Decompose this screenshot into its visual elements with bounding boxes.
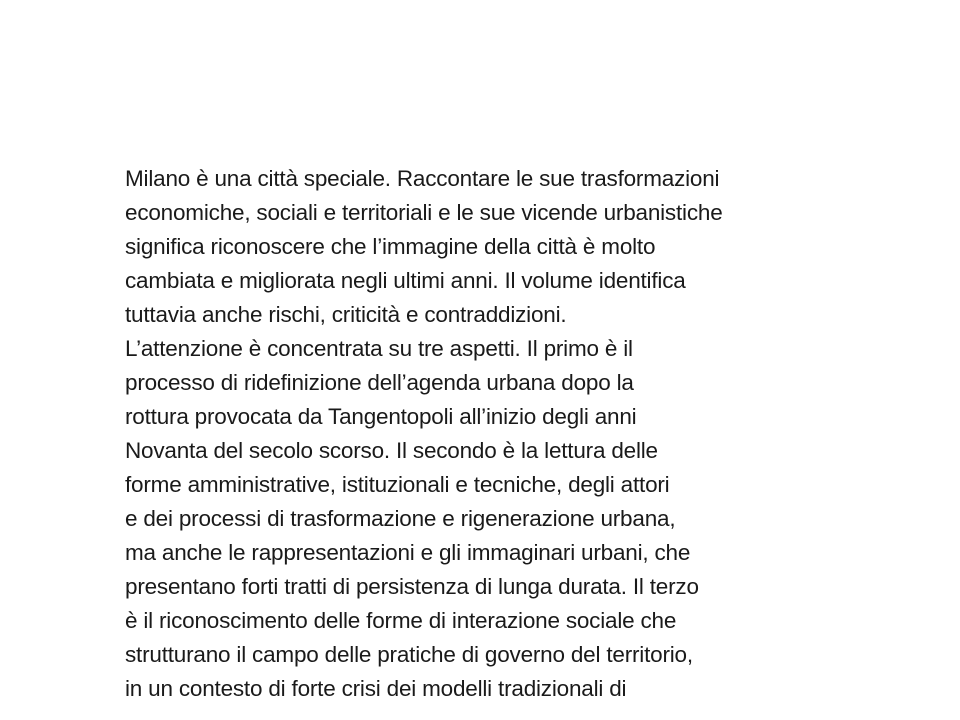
- text-line: significa riconoscere che l’immagine della città è molto: [125, 234, 656, 259]
- text-line: processo di ridefinizione dell’agenda urbana dopo la: [125, 370, 634, 395]
- text-line: e dei processi di trasformazione e rigenerazione urbana,: [125, 506, 676, 531]
- text-line: L’attenzione è concentrata su tre aspetti. Il primo è il: [125, 336, 633, 361]
- text-line: Milano è una città speciale. Raccontare le sue trasformazioni: [125, 166, 720, 191]
- text-line: strutturano il campo delle pratiche di governo del territorio,: [125, 642, 693, 667]
- text-line: Novanta del secolo scorso. Il secondo è la lettura delle: [125, 438, 658, 463]
- text-line: rottura provocata da Tangentopoli all’inizio degli anni: [125, 404, 637, 429]
- text-line: economiche, sociali e territoriali e le sue vicende urbanistiche: [125, 200, 723, 225]
- text-line: è il riconoscimento delle forme di interazione sociale che: [125, 608, 677, 633]
- text-line: cambiata e migliorata negli ultimi anni. Il volume identifica: [125, 268, 686, 293]
- text-line: tuttavia anche rischi, criticità e contraddizioni.: [125, 302, 567, 327]
- text-line: in un contesto di forte crisi dei modelli tradizionali di: [125, 676, 627, 701]
- text-line: forme amministrative, istituzionali e tecniche, degli attori: [125, 472, 670, 497]
- body-text: [125, 162, 845, 706]
- text-line: ma anche le rappresentazioni e gli immaginari urbani, che: [125, 540, 691, 565]
- text-line: presentano forti tratti di persistenza di lunga durata. Il terzo: [125, 574, 699, 599]
